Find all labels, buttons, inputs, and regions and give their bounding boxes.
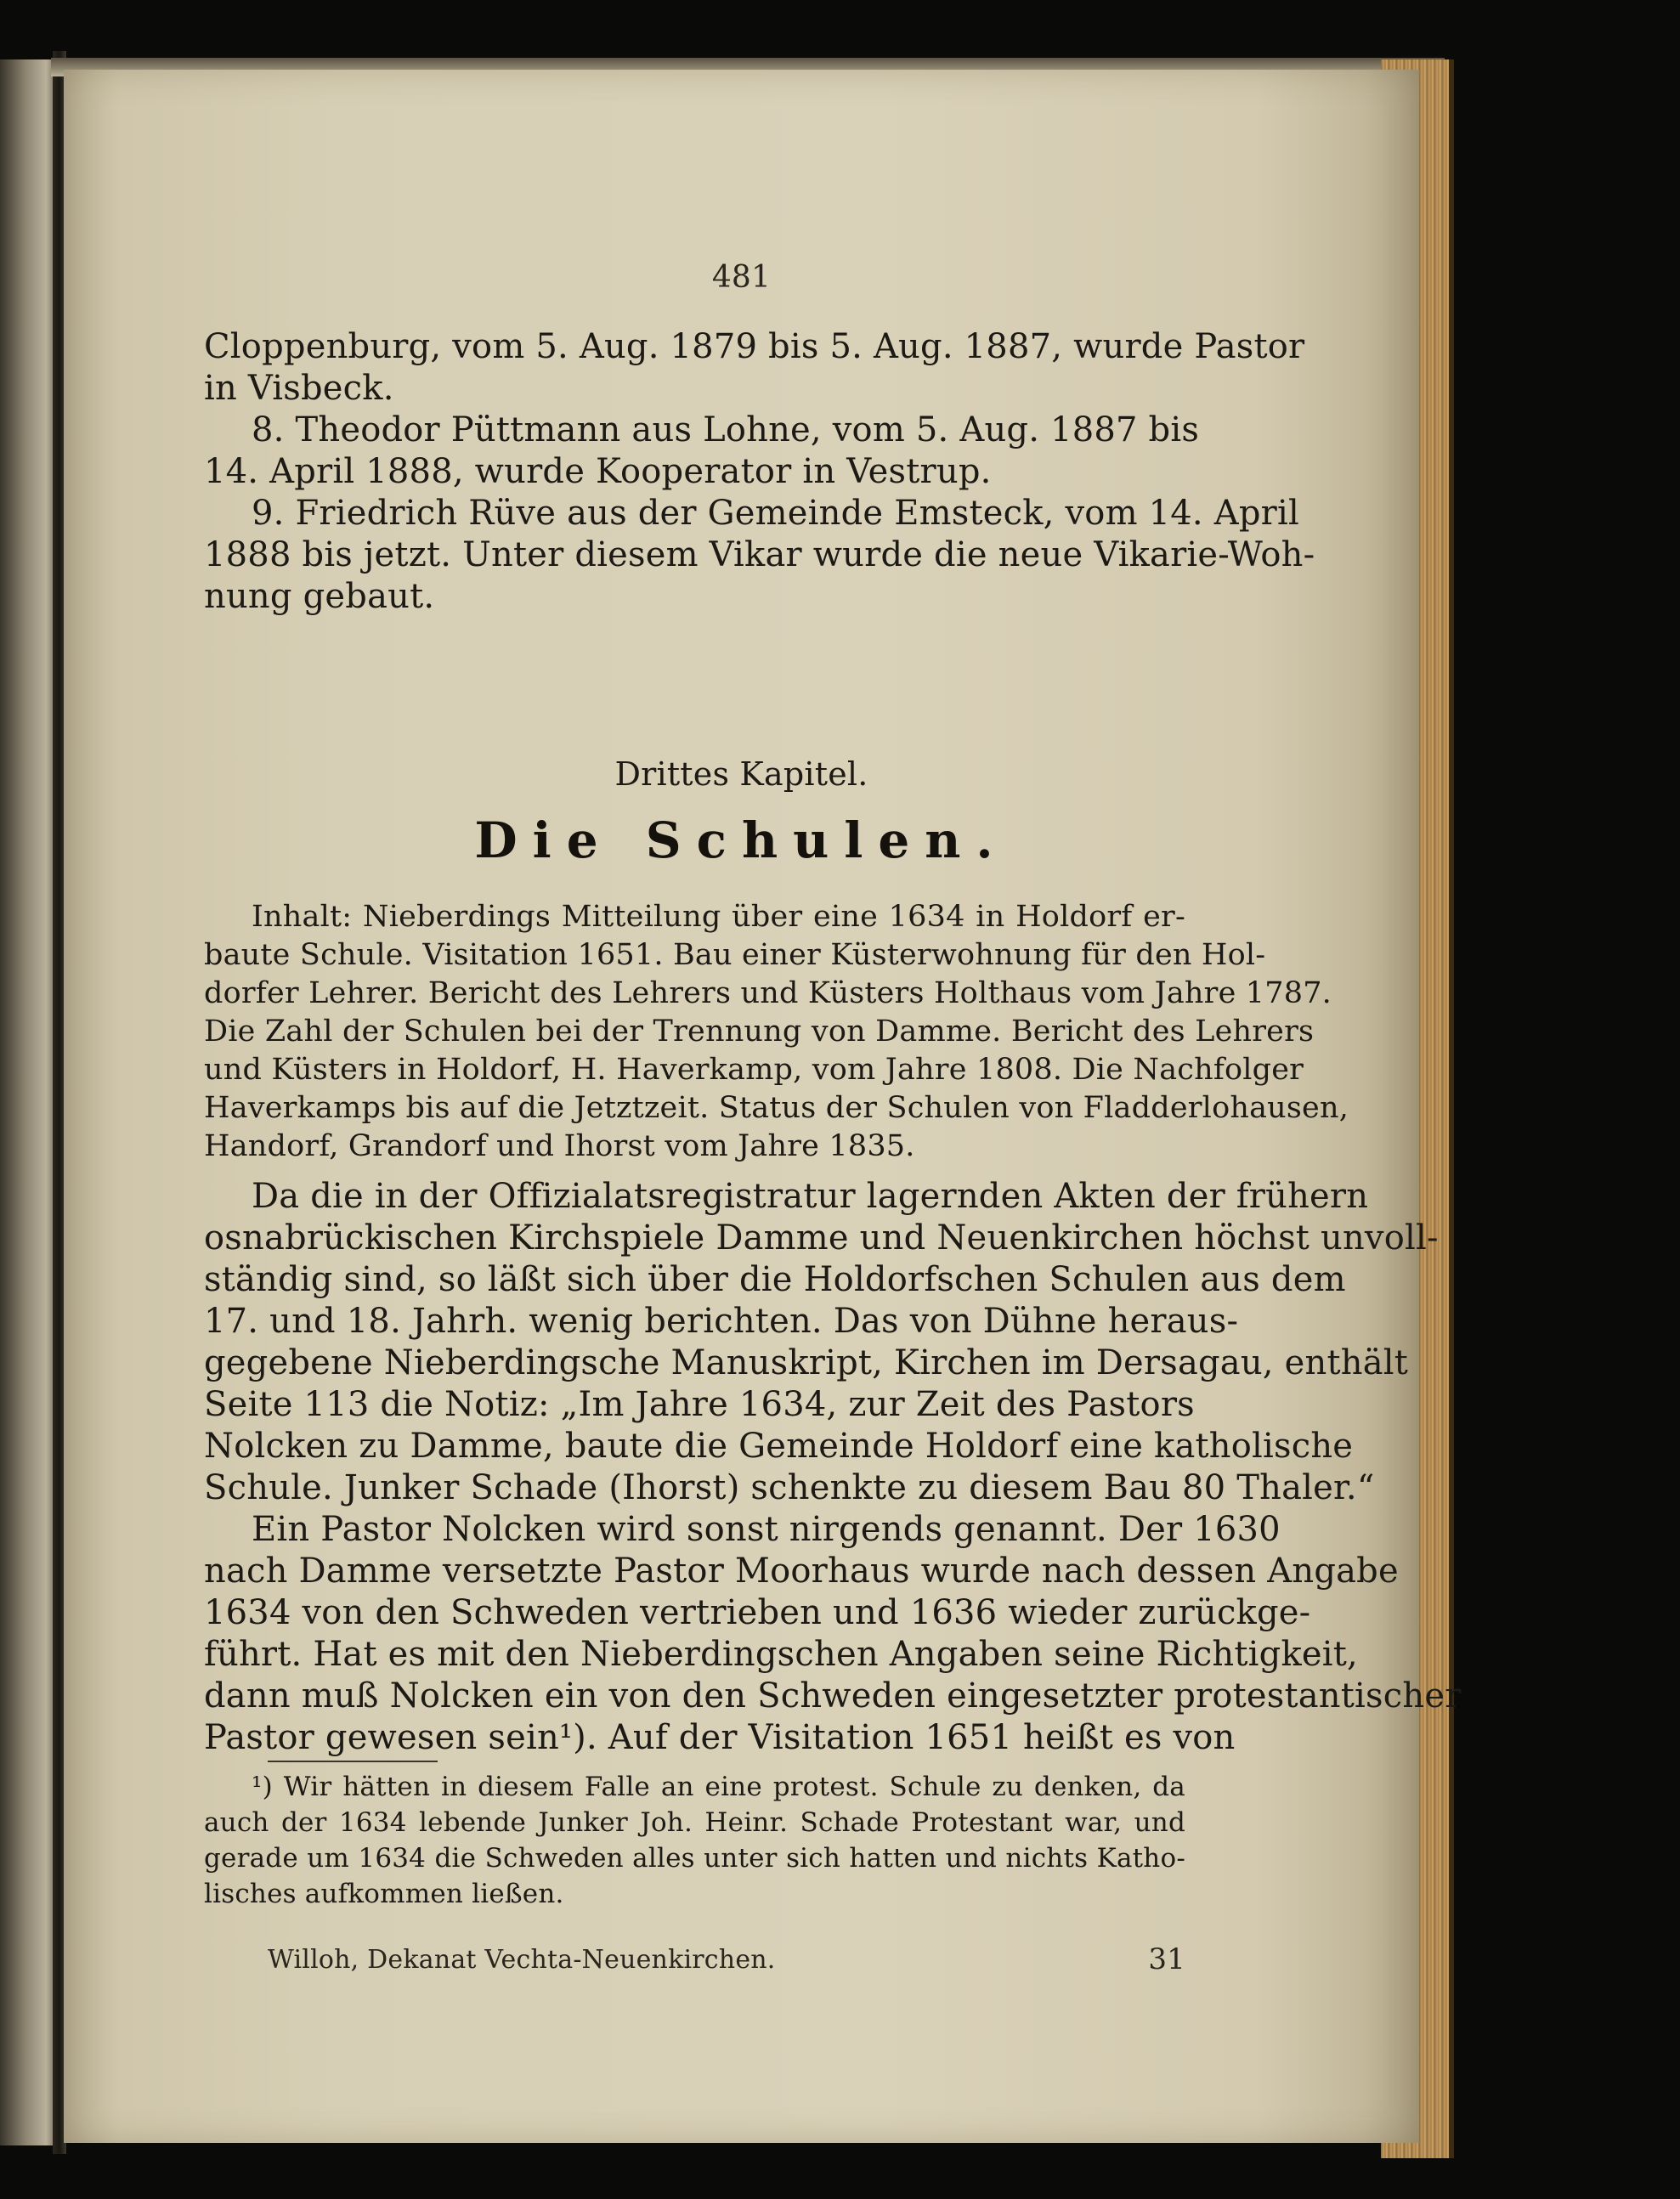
text-line: 1888 bis jetzt. Unter diesem Vikar wurde die neue Vikarie-Woh- [204, 535, 1315, 574]
sheet-signature: 31 [1148, 1942, 1185, 1976]
footnote-rule [268, 1761, 438, 1762]
text-line: Cloppenburg, vom 5. Aug. 1879 bis 5. Aug. 1887, wurde Pastor [204, 327, 1305, 366]
text-line: 9. Friedrich Rüve aus der Gemeinde Emsteck, vom 14. April [252, 494, 1299, 533]
text-line: Da die in der Offizialatsregistratur lagernden Akten der frühern [252, 1177, 1369, 1216]
footnote-line: ¹) Wir hätten in diesem Falle an eine protest. Schule zu denken, da [252, 1772, 1185, 1802]
footer-signature-left: Willoh, Dekanat Vechta-Neuenkirchen. [268, 1945, 776, 1975]
book-page [64, 70, 1462, 2143]
text-line: osnabrückischen Kirchspiele Damme und Neuenkirchen höchst unvoll- [204, 1218, 1439, 1258]
body-paragraph [204, 1176, 1462, 1759]
summary-line: dorfer Lehrer. Bericht des Lehrers und Küsters Holthaus vom Jahre 1787. [204, 976, 1332, 1010]
page-number: 481 [711, 260, 772, 295]
text-line: Pastor gewesen sein¹). Auf der Visitation 1651 heißt es von [204, 1718, 1236, 1757]
chapter-summary [204, 898, 1349, 1166]
text-line: Ein Pastor Nolcken wird sonst nirgends genannt. Der 1630 [252, 1510, 1281, 1549]
summary-line: Haverkamps bis auf die Jetztzeit. Status der Schulen von Fladderlohausen, [204, 1091, 1349, 1125]
text-line: Nolcken zu Damme, baute die Gemeinde Holdorf eine katholische [204, 1427, 1354, 1466]
summary-line: baute Schule. Visitation 1651. Bau einer Küsterwohnung für den Hol- [204, 938, 1266, 972]
text-line: ständig sind, so läßt sich über die Holdorfschen Schulen aus dem [204, 1260, 1346, 1299]
text-line: führt. Hat es mit den Nieberdingschen Angaben seine Richtigkeit, [204, 1635, 1358, 1674]
text-line: Schule. Junker Schade (Ihorst) schenkte zu diesem Bau 80 Thaler.“ [204, 1468, 1375, 1507]
summary-line: und Küsters in Holdorf, H. Haverkamp, vom Jahre 1808. Die Nachfolger [204, 1053, 1304, 1087]
footnote-line: lisches aufkommen ließen. [204, 1879, 564, 1909]
summary-line: Die Zahl der Schulen bei der Trennung von Damme. Bericht des Lehrers [204, 1015, 1315, 1049]
text-line: Seite 113 die Notiz: „Im Jahre 1634, zur Zeit des Pastors [204, 1385, 1195, 1424]
text-line: in Visbeck. [204, 369, 394, 408]
footnote-line: auch der 1634 lebende Junker Joh. Heinr. Schade Protestant war, und [204, 1807, 1185, 1838]
text-line: 17. und 18. Jahrh. wenig berichten. Das von Dühne heraus- [204, 1302, 1239, 1341]
chapter-label: Drittes Kapitel. [614, 755, 868, 793]
previous-page-edge [0, 59, 58, 2145]
text-line: nach Damme versetzte Pastor Moorhaus wurde nach dessen Angabe [204, 1552, 1399, 1591]
footnote-line: gerade um 1634 die Schweden alles unter sich hatten und nichts Katho- [204, 1843, 1185, 1874]
text-line: 14. April 1888, wurde Kooperator in Vestrup. [204, 452, 992, 491]
text-line: 1634 von den Schweden vertrieben und 1636 wieder zurückge- [204, 1593, 1311, 1632]
text-line: gegebene Nieberdingsche Manuskript, Kirchen im Dersagau, enthält [204, 1343, 1409, 1382]
text-line: nung gebaut. [204, 577, 435, 616]
summary-line: Inhalt: Nieberdings Mitteilung über eine 1634 in Holdorf er- [252, 900, 1185, 934]
footnotes [204, 1769, 1185, 1912]
text-line: 8. Theodor Püttmann aus Lohne, vom 5. Aug. 1887 bis [252, 410, 1200, 449]
page-footer [268, 1939, 1185, 1981]
vicar-list-paragraph [204, 326, 1315, 618]
text-line: dann muß Nolcken ein von den Schweden eingesetzter protestantischer [204, 1676, 1462, 1716]
summary-line: Handorf, Grandorf und Ihorst vom Jahre 1835. [204, 1129, 915, 1163]
chapter-title: Die Schulen. [474, 811, 1009, 869]
